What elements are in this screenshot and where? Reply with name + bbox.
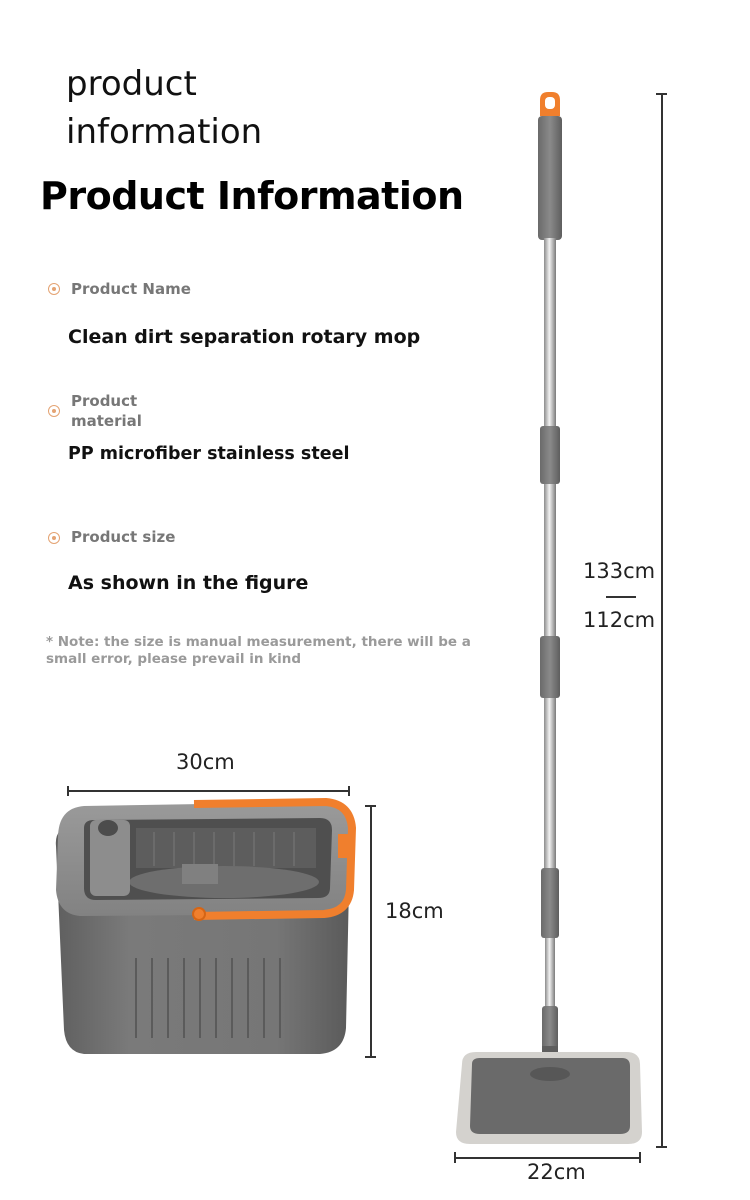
bucket-width-line <box>67 790 349 792</box>
bullet-icon <box>48 532 60 544</box>
mop-min-length-label: 112cm <box>583 608 656 632</box>
mop-length-tick-top <box>656 93 667 95</box>
bucket-height-tick-bottom <box>365 1056 376 1058</box>
bullet-icon <box>48 405 60 417</box>
field-value-product-size: As shown in the figure <box>68 572 309 594</box>
field-value-product-name: Clean dirt separation rotary mop <box>68 326 421 348</box>
mop-length-line <box>661 93 663 1147</box>
bucket-width-tick-left <box>67 786 69 796</box>
field-label-product-material: Product material <box>71 392 142 430</box>
field-label-product-size: Product size <box>71 528 176 546</box>
mop-head-width-tick-left <box>454 1152 456 1163</box>
page-heading: Product Information <box>40 174 464 218</box>
mop-head-width-line <box>454 1157 640 1159</box>
bucket-height-tick-top <box>365 805 376 807</box>
bucket-height-label: 18cm <box>385 899 444 923</box>
spin-mop-image <box>450 88 650 1152</box>
bucket-width-tick-right <box>348 786 350 796</box>
field-label-product-name: Product Name <box>71 280 191 298</box>
field-value-product-material: PP microfiber stainless steel <box>68 444 350 464</box>
top-label: product information <box>66 64 263 152</box>
mop-length-tick-bottom <box>656 1146 667 1148</box>
bucket-width-label: 30cm <box>176 750 235 774</box>
mop-max-length-label: 133cm <box>583 559 656 583</box>
mop-head-width-label: 22cm <box>527 1160 586 1184</box>
measurement-note: * Note: the size is manual measurement, there will be a small error, please prevail in kind <box>46 634 471 667</box>
bullet-icon <box>48 283 60 295</box>
mop-bucket-image <box>44 798 364 1060</box>
bucket-height-line <box>370 805 372 1057</box>
mop-head-width-tick-right <box>639 1152 641 1163</box>
